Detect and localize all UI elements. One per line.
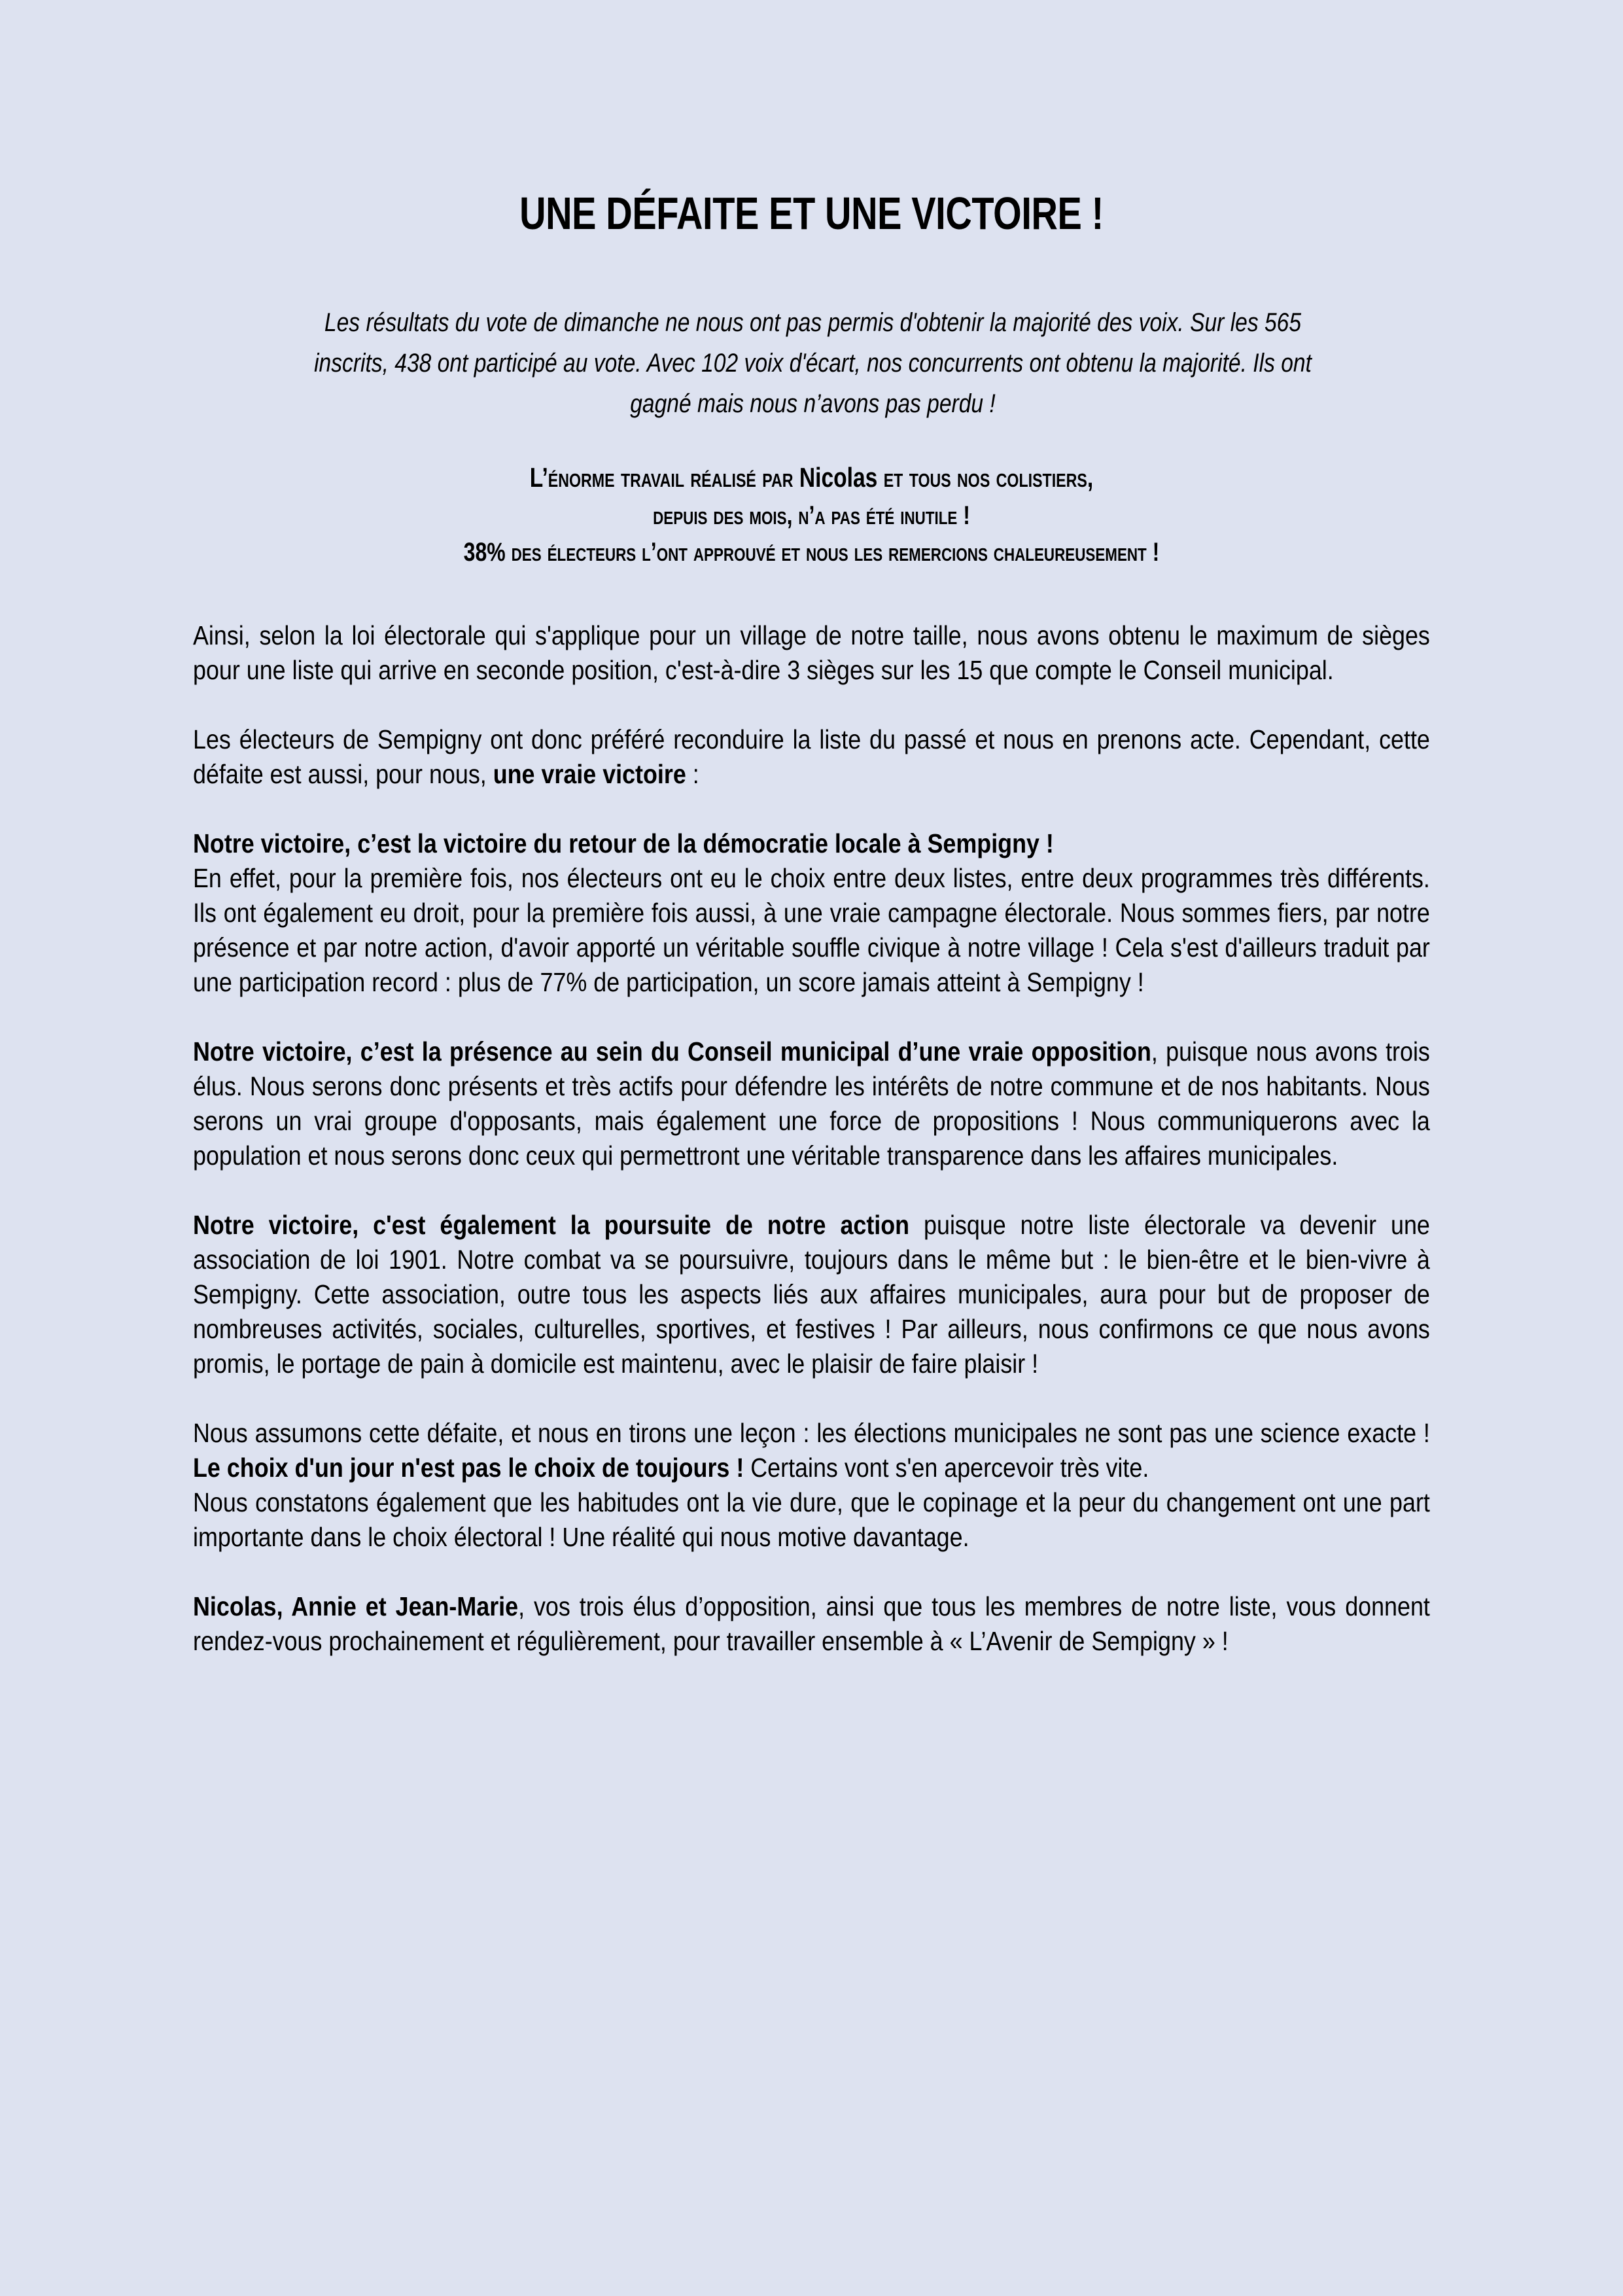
- heading-victory-democracy: [193, 826, 1430, 861]
- heading-victory-action: Notre victoire, c'est également la poursuite de notre action: [193, 1210, 910, 1240]
- paragraph-spacer: [193, 1173, 1430, 1208]
- heading-victory-democracy-text: Notre victoire, c’est la victoire du retour de la démocratie locale à Sempigny !: [193, 828, 1054, 858]
- paragraph-voters: [193, 722, 1430, 792]
- body-text: [193, 618, 1430, 1659]
- paragraph-spacer: [193, 1555, 1430, 1589]
- signature-names: Nicolas, Annie et Jean-Marie: [193, 1591, 519, 1621]
- paragraph-victory-action-body: puisque notre liste électorale va devenir une association de loi 1901. Notre combat va se poursuivre, toujours dans le même but : le bien-être et le bien-vivre à Sempigny. Cette association, outre tous les aspects liés aux affaires municipales, aura pour but de proposer de nombreuses activités, sociales, culturelles, sportives, et festives ! Par ailleurs, nous confirmons ce que nous avons promis, le portage de pain à domicile est maintenu, avec le plaisir de faire plaisir !: [193, 1210, 1430, 1379]
- highlight-line-1-part-c: et tous nos colistiers,: [877, 462, 1094, 493]
- paragraph-lesson-part-c: Certains vont s'en apercevoir très vite.: [744, 1453, 1149, 1483]
- intro-paragraph: Les résultats du vote de dimanche ne nous ont pas permis d'obtenir la majorité des voix. Sur les 565 inscrits, 438 ont participé au vote. Avec 102 voix d'écart, nos concurrents ont obtenu la majorité. Ils ont gagné mais nous n’avons pas perdu !: [314, 308, 1312, 418]
- paragraph-voters-part-a: Les électeurs de Sempigny ont donc préféré reconduire la liste du passé et nous en prenons acte. Cependant, cette défaite est aussi, pour nous,: [193, 724, 1430, 789]
- highlight-line-1: [317, 458, 1306, 497]
- paragraph-spacer: [193, 1000, 1430, 1034]
- highlight-line-2: depuis des mois, n’a pas été inutile !: [653, 501, 970, 530]
- paragraph-habits: Nous constatons également que les habitudes ont la vie dure, que le copinage et la peur du changement ont une part importante dans le choix électoral ! Une réalité qui nous motive davantage.: [193, 1487, 1430, 1552]
- highlight-line-3-exclamation: !: [1152, 538, 1160, 567]
- paragraph-lesson-part-a: Nous assumons cette défaite, et nous en tirons une leçon : les élections municipales ne sont pas une science exacte !: [193, 1418, 1430, 1448]
- paragraph-lesson: [193, 1416, 1430, 1485]
- emphasis-vraie-victoire: une vraie victoire: [493, 759, 686, 789]
- paragraph-voters-part-c: :: [686, 759, 699, 789]
- paragraph-spacer: [193, 1381, 1430, 1416]
- paragraph-victory-democracy: En effet, pour la première fois, nos électeurs ont eu le choix entre deux listes, entre deux programmes très différents. Ils ont également eu droit, pour la première fois aussi, à une vraie campagne électorale. Nous sommes fiers, par notre présence et par notre action, d'avoir apporté un véritable souffle civique à notre village ! Cela s'est d'ailleurs traduit par une participation record : plus de 77% de participation, un score jamais atteint à Sempigny !: [193, 863, 1430, 997]
- paragraph-victory-opposition: [193, 1034, 1430, 1173]
- paragraph-victory-action: [193, 1208, 1430, 1381]
- paragraph-spacer: [193, 792, 1430, 826]
- highlight-percentage: 38%: [463, 538, 506, 567]
- signature-body: , vos trois élus d’opposition, ainsi que tous les membres de notre liste, vous donnent rendez-vous prochainement et régulièrement, pour travailler ensemble à « L’Avenir de Sempigny » !: [193, 1591, 1430, 1656]
- page-title: UNE DÉFAITE ET UNE VICTOIRE !: [519, 188, 1104, 239]
- highlight-name-nicolas: Nicolas: [799, 462, 878, 493]
- paragraph-signature: [193, 1589, 1430, 1659]
- highlight-block: [317, 458, 1306, 571]
- emphasis-choix-toujours: Le choix d'un jour n'est pas le choix de toujours !: [193, 1453, 744, 1483]
- highlight-line-1-part-a: L’énorme travail réalisé par: [529, 462, 799, 493]
- highlight-line-3-part-b: des électeurs l’ont approuvé et nous les remercions chaleureusement: [505, 538, 1153, 567]
- paragraph-spacer: [193, 688, 1430, 722]
- paragraph-seats: Ainsi, selon la loi électorale qui s'applique pour un village de notre taille, nous avons obtenu le maximum de sièges pour une liste qui arrive en seconde position, c'est-à-dire 3 sièges sur les 15 que compte le Conseil municipal.: [193, 620, 1430, 685]
- highlight-line-3: [317, 534, 1306, 571]
- paragraph-victory-opposition-body: , puisque nous avons trois élus. Nous serons donc présents et très actifs pour défendre les intérêts de notre commune et de nos habitants. Nous serons un vrai groupe d'opposants, mais également une force de propositions ! Nous communiquerons avec la population et nous serons donc ceux qui permettront une véritable transparence dans les affaires municipales.: [193, 1036, 1430, 1171]
- heading-victory-opposition: Notre victoire, c’est la présence au sein du Conseil municipal d’une vraie opposition: [193, 1036, 1151, 1067]
